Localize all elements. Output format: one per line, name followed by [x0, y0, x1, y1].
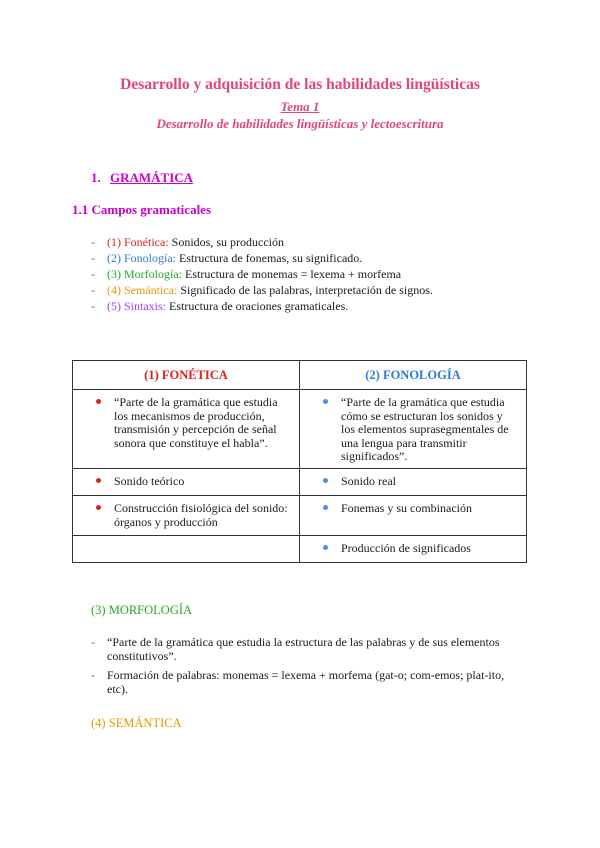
section-title: GRAMÁTICA: [110, 170, 194, 185]
bullet-icon: [323, 399, 328, 404]
list-dash: -: [91, 235, 95, 249]
list-dash: -: [91, 251, 95, 265]
list-item: [91, 668, 521, 696]
tema-label: Tema 1: [280, 99, 320, 114]
list-dash: -: [91, 283, 95, 297]
document-subtitle: Desarrollo de habilidades lingüísticas y lectoescritura: [156, 116, 444, 131]
bullet-icon: [323, 505, 328, 510]
cell-text: Sonido real: [341, 474, 396, 488]
table-cell: [73, 536, 300, 563]
list-dash: -: [91, 635, 95, 649]
table-cell: [300, 390, 527, 469]
table-cell: [300, 496, 527, 536]
cell-text: “Parte de la gramática que estudia cómo se estructuran los sonidos y los elementos suprasegmentales de una lengua para transmitir significados”.: [341, 395, 509, 463]
campo-label: (4) Semántica:: [107, 283, 178, 297]
table-cell: [300, 469, 527, 496]
list-dash: -: [91, 299, 95, 313]
section-gramatica-heading: [91, 170, 193, 186]
table-row: [73, 536, 527, 563]
table-cell: [300, 536, 527, 563]
morfologia-list: [91, 635, 521, 701]
section-number: 1.: [91, 170, 101, 185]
cell-text: Sonido teórico: [114, 474, 185, 488]
cell-text: Producción de significados: [341, 541, 471, 555]
bullet-icon: [96, 399, 101, 404]
campo-text: Sonidos, su producción: [168, 235, 284, 249]
list-item-text: Formación de palabras: monemas = lexema + morfema (gat-o; com-emos; plat-ito, etc).: [107, 668, 505, 696]
cell-text: Fonemas y su combinación: [341, 501, 472, 515]
list-dash: -: [91, 668, 95, 682]
campo-label: (3) Morfología:: [107, 267, 182, 281]
table-row: [73, 390, 527, 469]
table-cell: [73, 496, 300, 536]
list-item: [91, 635, 521, 663]
section-campos-heading: 1.1 Campos gramaticales: [72, 202, 212, 217]
campo-label: (2) Fonología:: [107, 251, 176, 265]
table-row: [73, 496, 527, 536]
table-header-row: [73, 361, 527, 390]
table-cell: [73, 390, 300, 469]
header-fonetica: (1) FONÉTICA: [73, 361, 300, 390]
bullet-icon: [323, 545, 328, 550]
section-morfologia-heading: (3) MORFOLOGÍA: [91, 603, 193, 617]
cell-text: Construcción fisiológica del sonido: órganos y producción: [114, 501, 288, 529]
campo-text: Estructura de monemas = lexema + morfema: [181, 267, 402, 281]
list-item: [91, 266, 433, 282]
campo-text: Significado de las palabras, interpretación de signos.: [177, 283, 433, 297]
bullet-icon: [323, 478, 328, 483]
table-row: [73, 469, 527, 496]
campo-label: (5) Sintaxis:: [107, 299, 166, 313]
table-cell: [73, 469, 300, 496]
cell-text: “Parte de la gramática que estudia los mecanismos de producción, transmisión y percepción de señal sonora que constituye el habla”.: [114, 395, 278, 450]
campo-text: Estructura de fonemas, su significado.: [176, 251, 363, 265]
list-dash: -: [91, 267, 95, 281]
campo-text: Estructura de oraciones gramaticales.: [166, 299, 349, 313]
campos-list: [91, 234, 433, 314]
list-item: [91, 282, 433, 298]
bullet-icon: [96, 505, 101, 510]
campo-label: (1) Fonética:: [107, 235, 169, 249]
header-fonologia: (2) FONOLOGÍA: [300, 361, 527, 390]
document-title: Desarrollo y adquisición de las habilidades lingüísticas: [120, 76, 480, 93]
list-item: [91, 250, 433, 266]
list-item: [91, 234, 433, 250]
list-item: [91, 298, 433, 314]
bullet-icon: [96, 478, 101, 483]
list-item-text: “Parte de la gramática que estudia la estructura de las palabras y de sus elementos constitutivos”.: [107, 635, 500, 663]
comparison-table: [72, 360, 527, 563]
section-semantica-heading: (4) SEMÁNTICA: [91, 716, 182, 730]
